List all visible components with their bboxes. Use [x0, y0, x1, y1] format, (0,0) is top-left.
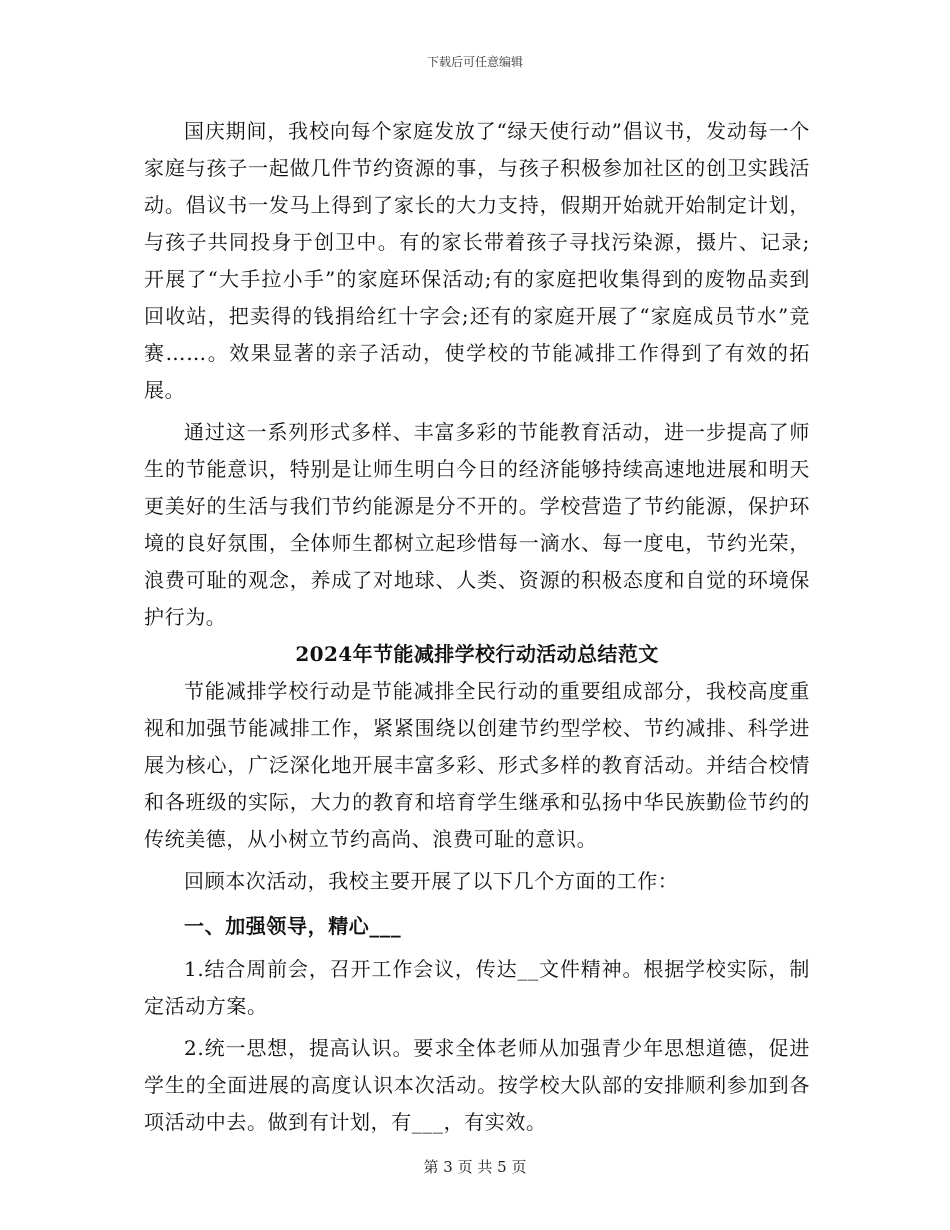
- section-title: 2024年节能减排学校行动活动总结范文: [295, 642, 659, 666]
- list-item: 1.结合周前会，召开工作会议，传达__文件精神。根据学校实际，制定活动方案。: [144, 957, 810, 1018]
- body-paragraph: 通过这一系列形式多样、丰富多彩的节能教育活动，进一步提高了师生的节能意识，特别是让师生明白今日的经济能够持续高速地进展和明天更美好的生活与我们节约能源是分不开的。学校营造了节约能源，保护环境的良好氛围，全体师生都树立起珍惜每一滴水、每一度电，节约光荣，浪费可耻的观念，养成了对地球、人类、资源的积极态度和自觉的环境保护行为。: [144, 420, 810, 629]
- subheading: 一、加强领导，精心___: [184, 914, 402, 938]
- list-item: 2.统一思想，提高认识。要求全体老师从加强青少年思想道德，促进学生的全面进展的高度认识本次活动。按学校大队部的安排顺利参加到各项活动中去。做到有计划，有___，有实效。: [144, 1036, 810, 1134]
- body-paragraph: 回顾本次活动，我校主要开展了以下几个方面的工作：: [184, 869, 679, 893]
- body-paragraph: 节能减排学校行动是节能减排全民行动的重要组成部分，我校高度重视和加强节能减排工作，紧紧围绕以创建节约型学校、节约减排、科学进展为核心，广泛深化地开展丰富多彩、形式多样的教育活动。并结合校情和各班级的实际，大力的教育和培育学生继承和弘扬中华民族勤俭节约的传统美德，从小树立节约高尚、浪费可耻的意识。: [144, 679, 810, 851]
- body-paragraph: 国庆期间，我校向每个家庭发放了“绿天使行动”倡议书，发动每一个家庭与孩子一起做几件节约资源的事，与孩子积极参加社区的创卫实践活动。倡议书一发马上得到了家长的大力支持，假期开始就开始制定计划，与孩子共同投身于创卫中。有的家长带着孩子寻找污染源，摄片、记录;开展了“大手拉小手”的家庭环保活动;有的家庭把收集得到的废物品卖到回收站，把卖得的钱捐给红十字会;还有的家庭开展了“家庭成员节水”竞赛……。效果显著的亲子活动，使学校的节能减排工作得到了有效的拓展。: [144, 119, 810, 402]
- page-header: 下载后可任意编辑: [426, 55, 523, 69]
- page-number: 第 3 页 共 5 页: [423, 1158, 527, 1176]
- document-body: [144, 113, 810, 1141]
